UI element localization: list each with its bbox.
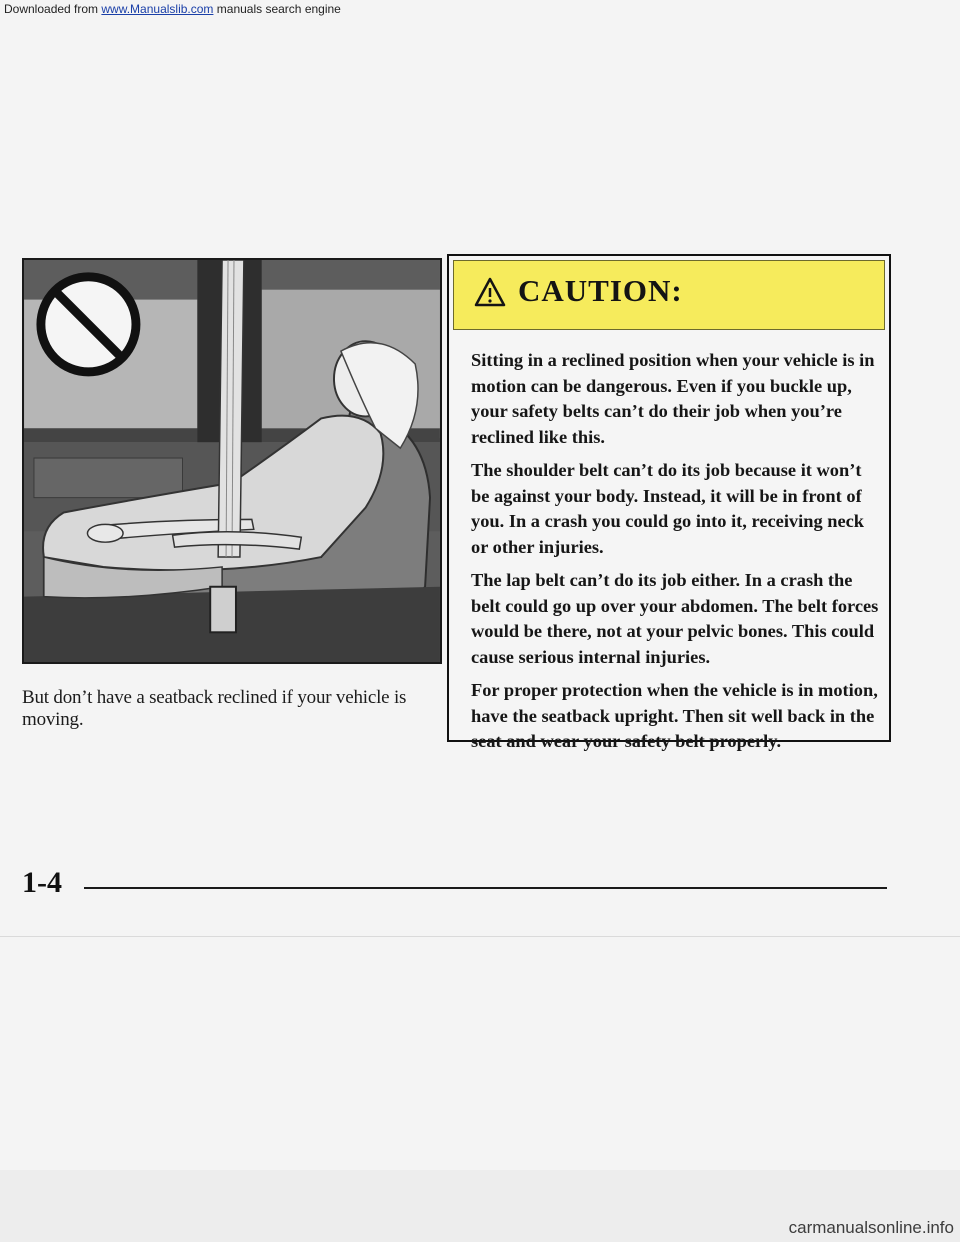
manualslib-link[interactable]: www.Manualslib.com	[101, 2, 214, 16]
caution-box	[447, 254, 891, 751]
shoulder-belt	[218, 260, 244, 557]
caution-paragraph: The lap belt can’t do its job either. In a crash the belt could go up over your abdomen. The belt forces would be there, not at your pelvic bones. This could cause serious internal injuries.	[471, 570, 879, 667]
hand	[87, 524, 123, 542]
caution-header	[453, 260, 885, 330]
caution-body	[471, 348, 881, 763]
watermark-suffix: manuals search engine	[213, 2, 341, 16]
reclined-seat-illustration	[22, 258, 442, 664]
scan-artifact-line	[0, 936, 960, 937]
download-watermark	[4, 2, 341, 16]
site-watermark: carmanualsonline.info	[788, 1218, 954, 1237]
illustration-caption: But don’t have a seatback reclined if your vehicle is moving.	[22, 687, 407, 730]
caution-paragraph: For proper protection when the vehicle is in motion, have the seatback upright. Then sit well back in the seat and wear your safety belt properly.	[471, 680, 878, 751]
no-symbol-icon	[41, 277, 136, 372]
footer-rule	[84, 887, 887, 889]
buckle	[210, 587, 236, 633]
caution-paragraph: The shoulder belt can’t do its job because it won’t be against your body. Instead, it will be in front of you. In a crash you could go into it, receiving neck or other injuries.	[471, 460, 865, 557]
caution-paragraph: Sitting in a reclined position when your vehicle is in motion can be dangerous. Even if you buckle up, your safety belts can’t do their job when you’re reclined like this.	[471, 350, 875, 447]
caution-title: CAUTION:	[518, 273, 683, 308]
watermark-prefix: Downloaded from	[4, 2, 102, 16]
page-number: 1-4	[22, 866, 62, 899]
warning-triangle-icon	[474, 277, 506, 307]
reclined-seat-drawing	[24, 260, 440, 662]
